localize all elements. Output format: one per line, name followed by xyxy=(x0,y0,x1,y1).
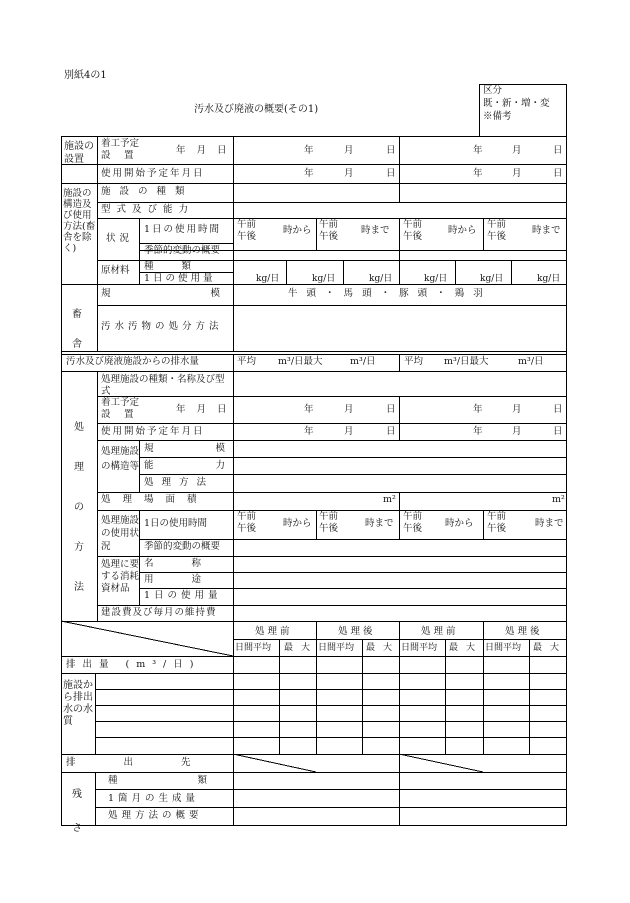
pm-label: 午後 xyxy=(319,523,339,534)
treatment-use-start-label: 使用開始予定年月日 xyxy=(101,426,205,437)
year-marker: 年 xyxy=(304,426,314,437)
from-label: 時から xyxy=(283,225,312,236)
treatment-start-label-1: 着工予定 xyxy=(101,397,140,408)
year-marker: 年 xyxy=(304,168,314,179)
year-marker: 年 xyxy=(473,426,483,437)
unit-day: m³/日 xyxy=(350,356,376,367)
from-label: 時から xyxy=(445,518,474,529)
until-label: 時まで xyxy=(361,225,390,236)
start-planned-label-2: 設 置 xyxy=(101,150,136,161)
after-treatment-header: 処理後 xyxy=(505,626,543,637)
year-marker: 年 xyxy=(473,168,483,179)
treatment-area-label: 処理場面積 xyxy=(101,494,209,505)
day-marker: 日 xyxy=(553,426,563,437)
facility-setup-section-label: 施設の設置 xyxy=(64,141,94,165)
treatment-usage-status-label: 処理施設の使用状況 xyxy=(101,515,140,552)
treatment-capacity-label: 能力 xyxy=(144,460,288,471)
treatment-method-label: 処理方法 xyxy=(144,477,215,488)
kind-label: 種類 xyxy=(144,261,220,272)
consumables-name-label: 名称 xyxy=(144,558,240,569)
am-label: 午前 xyxy=(487,219,507,230)
pm-label: 午後 xyxy=(487,523,507,534)
year-marker: 年 xyxy=(304,404,314,415)
max-header: 最大 xyxy=(366,643,401,653)
daily-avg-header: 日間平均 xyxy=(485,643,522,653)
max-header: 最大 xyxy=(533,643,568,653)
treatment-daily-time-label: 1日の使用時間 xyxy=(144,518,208,529)
pm-label: 午後 xyxy=(237,523,257,534)
use-start-label: 使用開始予定年月日 xyxy=(101,168,205,179)
residue-kind-label: 種類 xyxy=(108,775,288,786)
am-label: 午前 xyxy=(403,219,423,230)
pm-label: 午後 xyxy=(487,231,507,242)
category-options[interactable]: 既・新・増・変 xyxy=(483,98,550,109)
day-marker: 日 xyxy=(386,145,396,156)
month-marker: 月 xyxy=(344,426,354,437)
month-marker: 月 xyxy=(512,168,522,179)
livestock-section-label: 畜舎 xyxy=(72,309,82,350)
form-number: 別紙4の1 xyxy=(64,70,107,81)
water-quality-label: 施設から排出水の水質 xyxy=(63,680,93,727)
treatment-structure-label: 処理施設の構造等 xyxy=(101,446,140,472)
day-marker: 日 xyxy=(386,404,396,415)
until-label: 時まで xyxy=(532,225,561,236)
pm-label: 午後 xyxy=(403,523,423,534)
from-label: 時から xyxy=(283,518,312,529)
unit-m2: m² xyxy=(552,494,565,505)
treatment-facility-type-label: 処理施設の種類・名称及び型式 xyxy=(101,374,225,397)
daily-use-amount-label: 1日の使用量 xyxy=(144,273,216,284)
residue-section-label: 残さ xyxy=(72,789,82,834)
max-header: 最大 xyxy=(284,643,319,653)
day-marker: 日 xyxy=(553,404,563,415)
livestock-scale-value: 牛 頭 ・ 馬 頭 ・ 豚 頭 ・ 鶏 羽 xyxy=(288,288,486,299)
treatment-start-ymd: 年 月 日 xyxy=(176,404,231,415)
day-marker: 日 xyxy=(553,145,563,156)
am-label: 午前 xyxy=(237,219,257,230)
year-marker: 年 xyxy=(304,145,314,156)
unit-kg-day: kg/日 xyxy=(537,274,561,284)
year-marker: 年 xyxy=(473,404,483,415)
month-marker: 月 xyxy=(512,404,522,415)
start-planned-label-1: 着工予定 xyxy=(101,138,140,149)
consumables-purpose-label: 用途 xyxy=(144,574,240,585)
seasonal-variation-label: 季節的変動の概要 xyxy=(144,245,221,256)
from-label: 時から xyxy=(448,225,477,236)
pm-label: 午後 xyxy=(403,231,423,242)
day-marker: 日 xyxy=(553,168,563,179)
unit-kg-day: kg/日 xyxy=(424,274,448,284)
unit-m2: m² xyxy=(383,494,396,505)
page-title: 汚水及び廃液の概要(その1) xyxy=(194,104,319,115)
am-label: 午前 xyxy=(487,511,507,522)
residue-method-summary-label: 処理方法の概要 xyxy=(108,810,203,821)
status-label: 状況 xyxy=(106,233,134,244)
daily-avg-header: 日間平均 xyxy=(318,643,355,653)
pm-label: 午後 xyxy=(237,231,257,242)
remarks-label: ※備考 xyxy=(483,111,512,122)
treatment-seasonal-label: 季節的変動の概要 xyxy=(144,541,221,552)
raw-material-label: 原材料 xyxy=(101,265,130,276)
am-label: 午前 xyxy=(319,219,339,230)
until-label: 時まで xyxy=(535,518,564,529)
structure-section-label: 施設の構造及び使用方法(畜舎を除く) xyxy=(63,188,96,254)
day-marker: 日 xyxy=(386,426,396,437)
am-label: 午前 xyxy=(237,511,257,522)
residue-monthly-amount-label: 1箇月の生成量 xyxy=(108,793,200,804)
consumables-daily-amount-label: 1日の使用量 xyxy=(144,590,222,601)
avg-label: 平均 xyxy=(237,356,257,367)
before-treatment-header: 処理前 xyxy=(421,626,459,637)
until-label: 時まで xyxy=(365,518,394,529)
unit-day: m³/日 xyxy=(518,356,544,367)
unit-day-max: m³/日最大 xyxy=(444,356,489,367)
after-treatment-header: 処理後 xyxy=(338,626,376,637)
livestock-scale-label: 規模 xyxy=(101,288,321,299)
month-marker: 月 xyxy=(344,168,354,179)
treatment-start-label-2: 設 置 xyxy=(101,409,136,420)
unit-day-max: m³/日最大 xyxy=(278,356,323,367)
treatment-section-label: 処理の方法 xyxy=(74,422,84,593)
before-treatment-header: 処理前 xyxy=(255,626,293,637)
max-header: 最大 xyxy=(449,643,484,653)
daily-avg-header: 日間平均 xyxy=(401,643,438,653)
treatment-scale-label: 規模 xyxy=(144,443,288,454)
cost-label: 建設費及び毎月の維持費 xyxy=(101,607,217,618)
consumables-label: 処理に要する消耗資材品 xyxy=(101,559,140,594)
discharge-volume-label: 排出量 (m³/日) xyxy=(66,659,201,670)
facility-type-label: 施設の種類 xyxy=(101,186,194,197)
format-capacity-label: 型式及び能力 xyxy=(101,204,195,215)
start-ymd-label: 年 月 日 xyxy=(176,145,231,156)
month-marker: 月 xyxy=(512,426,522,437)
day-marker: 日 xyxy=(386,168,396,179)
category-label: 区分 xyxy=(483,85,503,96)
unit-kg-day: kg/日 xyxy=(256,274,280,284)
month-marker: 月 xyxy=(512,145,522,156)
avg-label: 平均 xyxy=(404,356,424,367)
waste-disposal-label: 汚水汚物の処分方法 xyxy=(101,321,223,332)
year-marker: 年 xyxy=(473,145,483,156)
unit-kg-day: kg/日 xyxy=(369,274,393,284)
am-label: 午前 xyxy=(319,511,339,522)
unit-kg-day: kg/日 xyxy=(312,274,336,284)
month-marker: 月 xyxy=(344,404,354,415)
daily-usage-time-label: 1日の使用時間 xyxy=(144,224,222,235)
pm-label: 午後 xyxy=(319,231,339,242)
daily-avg-header: 日間平均 xyxy=(235,643,272,653)
unit-kg-day: kg/日 xyxy=(480,274,504,284)
discharge-amount-label: 汚水及び廃液施設からの排水量 xyxy=(66,356,200,367)
discharge-destination-label: 排出先 xyxy=(66,757,239,768)
am-label: 午前 xyxy=(403,511,423,522)
month-marker: 月 xyxy=(344,145,354,156)
